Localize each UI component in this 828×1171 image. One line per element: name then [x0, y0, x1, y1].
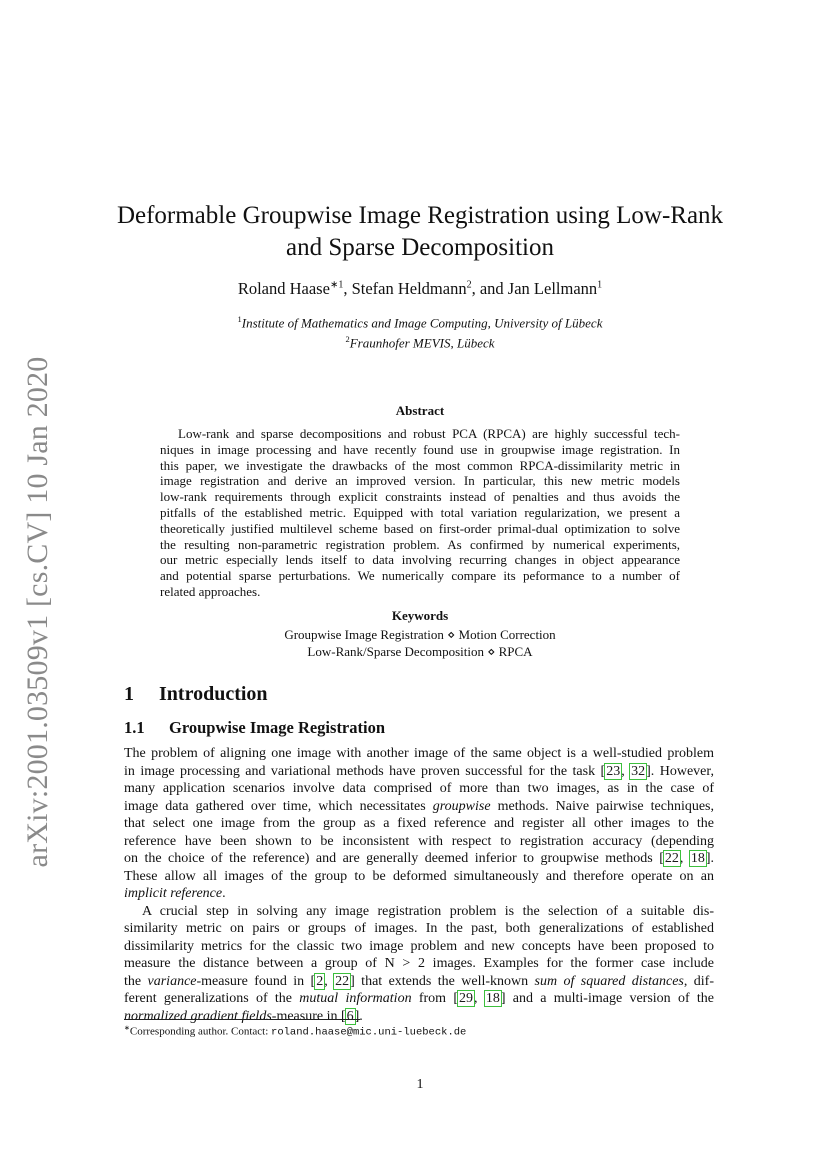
section-heading [124, 683, 268, 706]
body-text [124, 745, 714, 1025]
keywords-heading: Keywords [391, 608, 449, 623]
affiliation: $^1$Institute of Mathematics and Image Computing, University of Lübeck [237, 314, 603, 331]
keywords-line: Groupwise Image Registration ⋄ Motion Correction [284, 627, 556, 642]
affiliations [110, 311, 730, 352]
affiliation: $^2$Fraunhofer MEVIS, Lübeck [345, 334, 495, 351]
citation-link[interactable]: 18 [690, 851, 705, 866]
citation-link[interactable]: 29 [459, 991, 474, 1006]
citation-link[interactable]: 6 [346, 1008, 354, 1024]
page-number: 1 [416, 1077, 424, 1092]
author-name: Jan Lellmann [507, 279, 598, 298]
section-title: Introduction [159, 683, 268, 705]
title-line: and Sparse Decomposition [285, 234, 554, 261]
citation-link[interactable]: 23 [606, 763, 621, 779]
author-separator: , and [471, 279, 508, 298]
abstract-line: pitfalls of the established metric. Equipped with total variation regularization, we present a [160, 504, 680, 520]
citation-link[interactable]: 2 [316, 973, 324, 989]
abstract-line: niques in image processing and have recently found use in groupwise image registration. In [160, 441, 680, 457]
text-line: the variance-measure found in [2, 22] that extends the well-known sum of squared distances, dif- [124, 973, 714, 989]
citation-link[interactable]: 32 [631, 763, 646, 779]
subsection-heading [124, 718, 385, 738]
text-line: similarity metric on pairs or groups of images. In the past, both generalizations of established [124, 921, 714, 936]
text-line: reference have been shown to be inconsistent with respect to registration accuracy (depending [124, 833, 714, 849]
subsection-number: 1.1 [124, 718, 145, 737]
text-line: normalized gradient fields-measure in [6]. [124, 1008, 363, 1024]
text-line: measure the distance between a group of N > 2 images. Examples for the former case include [124, 956, 714, 971]
abstract-line: our metric especially lends itself to data involving recurring changes in object appearance [160, 552, 680, 568]
author-mark: 2 [466, 279, 472, 291]
keywords-line: Low-Rank/Sparse Decomposition ⋄ RPCA [307, 644, 533, 659]
section-number: 1 [124, 683, 134, 705]
abstract-line: Low-rank and sparse decompositions and robust PCA (RPCA) are highly successful tech- [178, 426, 680, 441]
text-line: in image processing and variational methods have proven successful for the task [23, 32]. However, [124, 763, 714, 779]
text-line: that select one image from the group as a fixed reference and register all other images to the [124, 816, 714, 831]
author-name: Roland Haase [237, 279, 330, 298]
email-link[interactable]: roland.haase@mic.uni-luebeck.de [271, 1026, 467, 1039]
paper-page: arXiv:2001.03509v1 [cs.CV] 10 Jan 2020 Deformable Groupwise Image Registration using Low-Rank and Sparse Decomposition Roland Haase$^{∗1}$, Stefan Heldmann$^2$, and Jan Lellmann$^1$ $^1$Institute of Mathematics and Image Computing, University of Lübeck $^2$Fraunhofer MEVIS, Lübeck Abstract Low-rank and sparse decompositions and robust PCA (RPCA) are highly successful tech- niques in image processing and have recently found use in groupwise image registration. In this paper, we investigate the drawbacks of the most common RPCA-dissimilarity metric in image registration and derive an improved version. In particular, this new metric models low-rank requirements through explicit constraints instead of penalties and thus avoids the pitfalls of the established metric. Equipped with total variation regularization, we present a theoretically justified multilevel scheme based on first-order primal-dual optimization to solve the resulting non-parametric registration problem. As confirmed by numerical experiments, our metric especially lends itself to data involving recurring changes in object appearance and potential sparse perturbations. We numerically compare its peformance to a number of related approaches. Keywords Groupwise Image Registration ⋄ Motion Correction Low-Rank/Sparse Decomposition ⋄ RPCA 1 Introduction 1.1 Groupwise Image Registration The problem of aligning one image with another image of the same object is a well-studied problem in image processing and variational methods have proven successful for the task [23, 32]. However, many application scenarios involve data comprised of more than two images, as in the case of image data gathered over time, which necessitates groupwise methods. Naive pairwise techniques, that select one image from the group as a fixed reference and register all other images to the reference have been shown to be inconsistent with respect to registration accuracy (depending on the choice of the reference) and are generally deemed inferior to groupwise methods [22, 18]. These allow all images of the group to be deformed simultaneously and therefore operate on an implicit reference. A crucial step in solving any image registration problem is the selection of a suitable dis- similarity metric on pairs or groups of images. In the past, both generalizations of established dissimilarity metrics for the classic two image problem and new concepts have been proposed to measure the distance between a group of N > 2 images. Examples for the former case include the variance-measure found in [2, 22] that extends the well-known sum of squared distances, dif- ferent generalizations of the mutual information from [29, 18] and a multi-image version of the normalized gradient fields-measure in [6]. ∗Corresponding author. Contact: roland.haase@mic.uni-luebeck.de 1 [0, 0, 828, 1171]
abstract-body [160, 426, 680, 600]
abstract-line: and potential sparse perturbations. We numerically compare its peformance to a number of [160, 568, 680, 584]
text-line: The problem of aligning one image with another image of the same object is a well-studied problem [124, 746, 714, 761]
abstract-line: this paper, we investigate the drawbacks of the most common RPCA-dissimilarity metric in [160, 457, 680, 473]
abstract-line: theoretically justified multilevel scheme based on first-order primal-dual optimization to solve [160, 520, 680, 536]
author-mark: ∗1 [329, 279, 344, 291]
title-line: Deformable Groupwise Image Registration using Low-Rank [116, 202, 724, 229]
text-line: ferent generalizations of the mutual information from [29, 18] and a multi-image version of the [124, 991, 714, 1006]
author-separator: , [343, 279, 352, 298]
footnote: ∗Corresponding author. Contact: roland.haase@mic.uni-luebeck.de [124, 1024, 467, 1039]
abstract-heading: Abstract [395, 403, 445, 418]
paper-title [110, 200, 730, 264]
citation-link[interactable]: 22 [335, 973, 350, 989]
text-line: image data gathered over time, which necessitates groupwise methods. Naive pairwise techniques, [124, 798, 714, 814]
author-list [110, 279, 730, 299]
footnote-rule [124, 1019, 360, 1020]
abstract-line: low-rank requirements through explicit constraints instead of penalties and thus avoids the [160, 489, 680, 505]
abstract-line: image registration and derive an improved version. In particular, this new metric models [160, 473, 680, 489]
text-line: dissimilarity metrics for the classic two image problem and new concepts have been proposed to [124, 938, 714, 954]
text-line: on the choice of the reference) and are generally deemed inferior to groupwise methods [22, 18]. [124, 851, 714, 866]
author-mark: 1 [597, 279, 603, 291]
author-name: Stefan Heldmann [351, 279, 467, 298]
abstract-line: related approaches. [160, 583, 261, 599]
footnote-mark: ∗ [124, 1024, 130, 1032]
citation-link[interactable]: 18 [485, 991, 500, 1006]
citation-link[interactable]: 22 [664, 851, 679, 866]
text-line: A crucial step in solving any image registration problem is the selection of a suitable dis- [142, 903, 714, 919]
abstract-line: the resulting non-parametric registration problem. As confirmed by numerical experiments, [160, 536, 680, 552]
subsection-title: Groupwise Image Registration [169, 718, 386, 737]
text-line: These allow all images of the group to be deformed simultaneously and therefore operate on an [124, 868, 714, 884]
text-line: many application scenarios involve data comprised of more than two images, as in the case of [124, 781, 714, 796]
text-line: implicit reference. [124, 886, 226, 901]
